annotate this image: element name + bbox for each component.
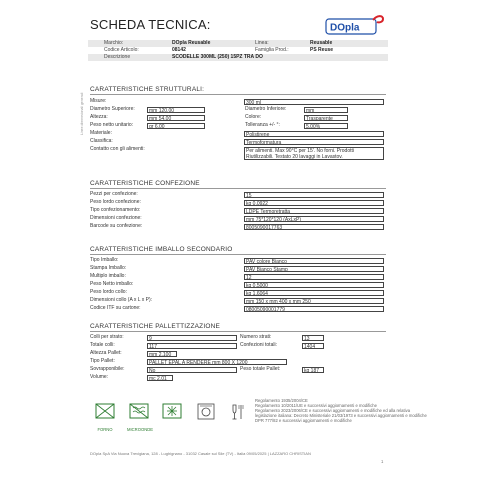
regulation-line: DPR 777/82 e successivi aggiornamenti e modifiche [255, 418, 352, 423]
linea-value: Reusable [310, 40, 333, 46]
regulations-block [255, 398, 427, 423]
tipo-confezionamento-value: LDPE Termoretratta [244, 208, 384, 214]
volume-value: mc 2,01 [147, 375, 173, 381]
regulation-line: Regolamento 2023/2006/CE e successivi aggiornamenti e modifiche ed alla relativa [255, 408, 411, 413]
peso-netto-unitario-value: gr 6,00 [147, 123, 205, 129]
colli-strato-value: 9 [147, 335, 237, 341]
diametro-inferiore-label: Diametro Inferiore: [245, 106, 287, 112]
side-note: Linee dimensionali generali [80, 92, 84, 135]
confezioni-totali-value: 1404 [302, 343, 324, 349]
peso-totale-pallet-value: kg 187 [302, 367, 324, 373]
header-row-codice [88, 47, 388, 54]
tolleranza-value: 5,00% [304, 123, 348, 129]
marchio-label: Marchio: [104, 40, 124, 46]
misure-value: 300 ml [244, 99, 384, 105]
materiale-value: Polistirene [244, 131, 384, 137]
peso-totale-pallet-label: Peso totale Pallet: [240, 366, 281, 372]
famiglia-value: PS Reuse [310, 47, 334, 53]
altezza-pallet-value: mm 2.100 [147, 351, 177, 357]
descrizione-value: SCODELLE 300ML (250) 15PZ TRA DO [172, 54, 263, 60]
codice-value: 08142 [172, 47, 186, 53]
totale-colli-label: Totale colli: [90, 342, 115, 348]
barcode-confezione-label: Barcode su confezione: [90, 223, 143, 229]
section-divider [90, 94, 386, 95]
numero-strati-value: 13 [302, 335, 324, 341]
barcode-confezione-value: 8005090017763 [244, 224, 384, 230]
totale-colli-value: 117 [147, 343, 237, 349]
classifica-value: Termoformatura [244, 139, 384, 145]
colore-label: Colore: [245, 114, 262, 120]
tipo-pallet-value: PALLET EPAL A RENDERE mm 800 X 1200 [147, 359, 287, 365]
confezioni-totali-label: Confezioni totali: [240, 342, 277, 348]
numero-strati-label: Numero strati: [240, 334, 272, 340]
svg-text:DOpla: DOpla [330, 22, 360, 34]
peso-netto-unitario-label: Peso netto unitario: [90, 122, 134, 128]
freezer-icon [160, 402, 184, 428]
forno-icon: FORNO [93, 402, 117, 428]
section-heading-confezione: CARATTERISTICHE CONFEZIONE [90, 180, 200, 187]
misure-label: Misure: [90, 98, 107, 104]
section-heading-pallettizzazione: CARATTERISTICHE PALLETTIZZAZIONE [90, 323, 221, 330]
altezza-value: mm 54,00 [147, 115, 205, 121]
diametro-inferiore-value: mm [304, 107, 348, 113]
contatto-line-2: Riutilizzabili. Testato 20 lavaggi in Lavastov. [246, 154, 343, 160]
section-divider [90, 254, 386, 255]
dimensioni-collo-label: Dimensioni collo (A x L x P): [90, 297, 153, 303]
tipo-imballo-label: Tipo Imballo: [90, 257, 119, 263]
header-row-marchio [88, 40, 388, 47]
peso-lordo-confezione-value: kg 0,0922 [244, 200, 384, 206]
peso-netto-imballo-value: kg 0,5000 [244, 282, 384, 288]
tipo-imballo-value: PAV colore Bianco [244, 258, 384, 264]
dimensioni-confezione-value: mm 75*120*120 (AxLxP) [244, 216, 384, 222]
regulation-line: Regolamento 1935/2004/CE [255, 398, 308, 403]
tolleranza-label: Tolleranza +/- °: [245, 122, 280, 128]
colore-value: Trasparente [304, 115, 348, 121]
footer-text: DOpla SpA Via Nuova Trevigiana, 128 - Lughignano - 31032 Casale sul Sile (TV) - Italia 09/05/2025 | LAZZARO CHRISTIAN [90, 451, 311, 456]
section-heading-strutturali: CARATTERISTICHE STRUTTURALI: [90, 86, 205, 93]
peso-lordo-confezione-label: Peso lordo confezione: [90, 199, 141, 205]
page-number: 1 [381, 459, 384, 464]
section-heading-imballo: CARATTERISTICHE IMBALLO SECONDARIO [90, 246, 233, 253]
colli-strato-label: Colli per strato: [90, 334, 124, 340]
codice-label: Codice Articolo: [104, 47, 139, 53]
sovrapponibile-value: No [147, 367, 237, 373]
volume-label: Volume: [90, 374, 109, 380]
dopla-logo [325, 14, 385, 36]
marchio-value: DOpla Reusable [172, 40, 211, 46]
pezzi-confezione-label: Pezzi per confezione: [90, 191, 138, 197]
codice-itf-value: 08005090001779 [244, 306, 384, 312]
multiplo-imballo-value: 12 [244, 274, 384, 280]
materiale-label: Materiale: [90, 130, 112, 136]
multiplo-imballo-label: Multiplo imballo: [90, 273, 126, 279]
altezza-pallet-label: Altezza Pallet: [90, 350, 122, 356]
tipo-pallet-label: Tipo Pallet: [90, 358, 115, 364]
dimensioni-collo-value: mm 150 x mm 400 x mm 250 [244, 298, 384, 304]
contatto-line-1: Per alimenti. Max 90°C per 15'. No forni. Prodotti [246, 148, 355, 154]
sovrapponibile-label: Sovrapponibile: [90, 366, 125, 372]
lavastoviglie-icon [194, 402, 218, 428]
alimenti-icon [226, 402, 250, 428]
stampa-imballo-label: Stampa Imballo: [90, 265, 127, 271]
section-divider [90, 188, 386, 189]
peso-netto-imballo-label: Peso Netto imballo: [90, 281, 134, 287]
regulation-line: legislazione italiana: Decreto Ministeriale 21/03/1973 e successivi aggiornamenti e modifiche [255, 413, 427, 418]
regulation-line: Regolamento 10/2011/UE e successivi aggiornamenti e modifiche [255, 403, 377, 408]
contatto-alimenti-label: Contatto con gli alimenti: [90, 146, 145, 152]
codice-itf-label: Codice ITF su cartone: [90, 305, 141, 311]
contatto-alimenti-value [244, 147, 384, 160]
pezzi-confezione-value: 15 [244, 192, 384, 198]
section-divider [90, 331, 386, 332]
classifica-label: Classifica: [90, 138, 113, 144]
famiglia-label: Famiglia Prod.: [255, 47, 289, 53]
header-row-descrizione [88, 54, 388, 61]
altezza-label: Altezza: [90, 114, 108, 120]
dimensioni-confezione-label: Dimensioni confezione: [90, 215, 142, 221]
peso-lordo-collo-label: Peso lordo collo: [90, 289, 127, 295]
tipo-confezionamento-label: Tipo confezionamento: [90, 207, 141, 213]
microonde-icon: MICROONDE [127, 402, 151, 428]
peso-lordo-collo-value: kg 1,6064 [244, 290, 384, 296]
stampa-imballo-value: PAV Bianco Stamp [244, 266, 384, 272]
descrizione-label: Descrizione [104, 54, 131, 60]
diametro-superiore-label: Diametro Superiore: [90, 106, 135, 112]
document-title: SCHEDA TECNICA: [90, 17, 211, 32]
linea-label: Linea: [255, 40, 269, 46]
diametro-superiore-value: mm 120,00 [147, 107, 205, 113]
